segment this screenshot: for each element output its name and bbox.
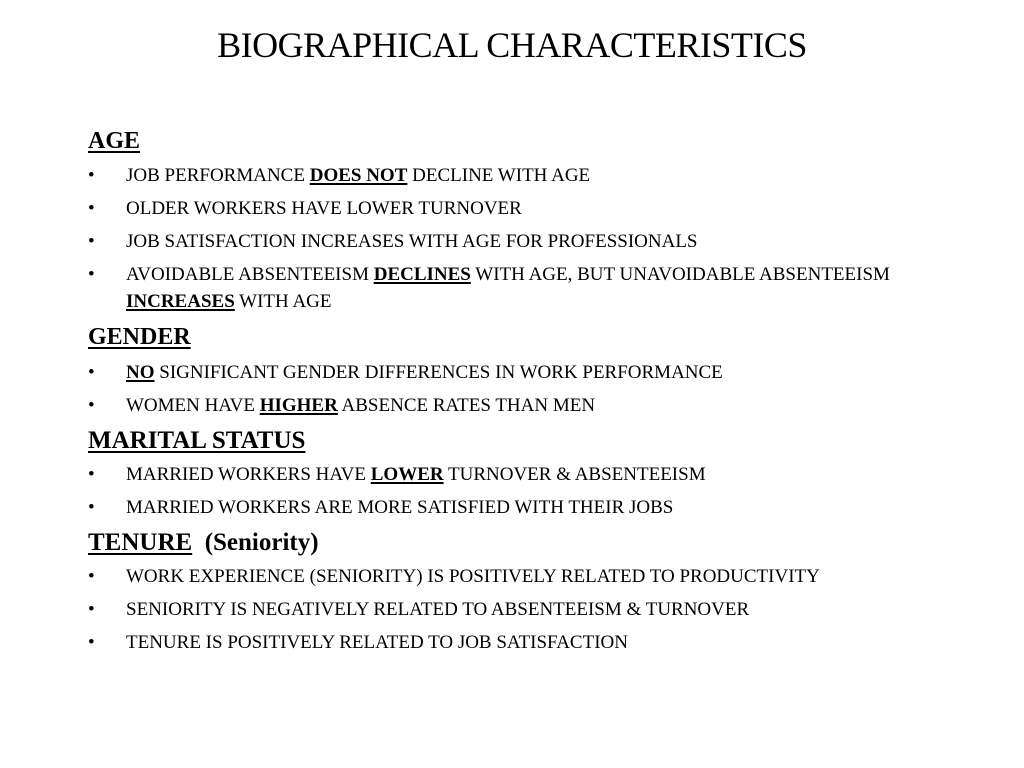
bullet-text: TENURE IS POSITIVELY RELATED TO JOB SATISFACTION [126, 632, 628, 653]
bullet-icon: • [88, 599, 95, 620]
bullet-text [126, 165, 590, 186]
bullet-text-pre: AVOIDABLE ABSENTEEISM [126, 264, 374, 285]
bullet-item [88, 629, 908, 656]
bullet-list-marital-status [88, 461, 908, 521]
bullet-icon: • [88, 632, 95, 653]
bullet-item [88, 494, 908, 521]
bullet-text: WORK EXPERIENCE (SENIORITY) IS POSITIVELY RELATED TO PRODUCTIVITY [126, 566, 820, 587]
bullet-icon: • [88, 566, 95, 587]
bullet-list-gender [88, 359, 908, 419]
bullet-icon: • [88, 198, 95, 219]
section-heading-tenure-suffix: (Seniority) [192, 529, 319, 556]
bullet-text: OLDER WORKERS HAVE LOWER TURNOVER [126, 198, 522, 219]
bullet-list-tenure [88, 563, 908, 656]
bullet-icon: • [88, 362, 95, 383]
bullet-text [126, 362, 723, 383]
bullet-item [88, 195, 908, 222]
bullet-item [88, 162, 908, 189]
section-heading-marital-status [88, 426, 908, 456]
bullet-text: JOB SATISFACTION INCREASES WITH AGE FOR PROFESSIONALS [126, 231, 698, 252]
bullet-emphasis: DOES NOT [309, 165, 408, 186]
section-heading-gender [88, 322, 908, 352]
bullet-icon: • [88, 165, 95, 186]
section-heading-tenure-label: TENURE [88, 529, 193, 556]
bullet-text-pre: WOMEN HAVE [126, 395, 260, 416]
bullet-text-post: TURNOVER & ABSENTEEISM [443, 464, 706, 485]
bullet-text-post: SIGNIFICANT GENDER DIFFERENCES IN WORK PERFORMANCE [154, 362, 723, 383]
section-heading-age-label: AGE [88, 128, 141, 154]
bullet-icon: • [88, 231, 95, 252]
bullet-text-post: DECLINE WITH AGE [407, 165, 591, 186]
bullet-icon: • [88, 264, 95, 285]
bullet-emphasis: LOWER [370, 464, 444, 485]
bullet-text-mid: WITH AGE, BUT UNAVOIDABLE ABSENTEEISM [470, 264, 890, 285]
bullet-icon: • [88, 497, 95, 518]
bullet-text: MARRIED WORKERS ARE MORE SATISFIED WITH THEIR JOBS [126, 497, 674, 518]
section-heading-gender-label: GENDER [88, 324, 191, 350]
section-heading-age [88, 126, 908, 156]
bullet-item [88, 596, 908, 623]
bullet-text [126, 264, 890, 312]
slide-title: BIOGRAPHICAL CHARACTERISTICS [217, 25, 807, 65]
bullet-icon: • [88, 395, 95, 416]
section-heading-tenure [88, 528, 908, 558]
bullet-text-post: WITH AGE [234, 291, 332, 312]
bullet-text-pre: MARRIED WORKERS HAVE [126, 464, 371, 485]
bullet-emphasis: NO [126, 362, 155, 383]
bullet-item [88, 261, 908, 315]
bullet-icon: • [88, 464, 95, 485]
bullet-text-pre: JOB PERFORMANCE [126, 165, 310, 186]
bullet-text-post: ABSENCE RATES THAN MEN [337, 395, 596, 416]
bullet-emphasis: INCREASES [126, 291, 235, 312]
bullet-emphasis: DECLINES [373, 264, 471, 285]
bullet-item [88, 359, 908, 386]
bullet-emphasis: HIGHER [259, 395, 338, 416]
bullet-list-age [88, 162, 908, 315]
bullet-text [126, 395, 595, 416]
slide-content [88, 126, 908, 663]
bullet-text [126, 464, 706, 485]
bullet-item [88, 461, 908, 488]
bullet-item [88, 228, 908, 255]
bullet-item [88, 392, 908, 419]
bullet-item [88, 563, 908, 590]
bullet-text: SENIORITY IS NEGATIVELY RELATED TO ABSENTEEISM & TURNOVER [126, 599, 750, 620]
section-heading-marital-status-label: MARITAL STATUS [88, 427, 306, 454]
